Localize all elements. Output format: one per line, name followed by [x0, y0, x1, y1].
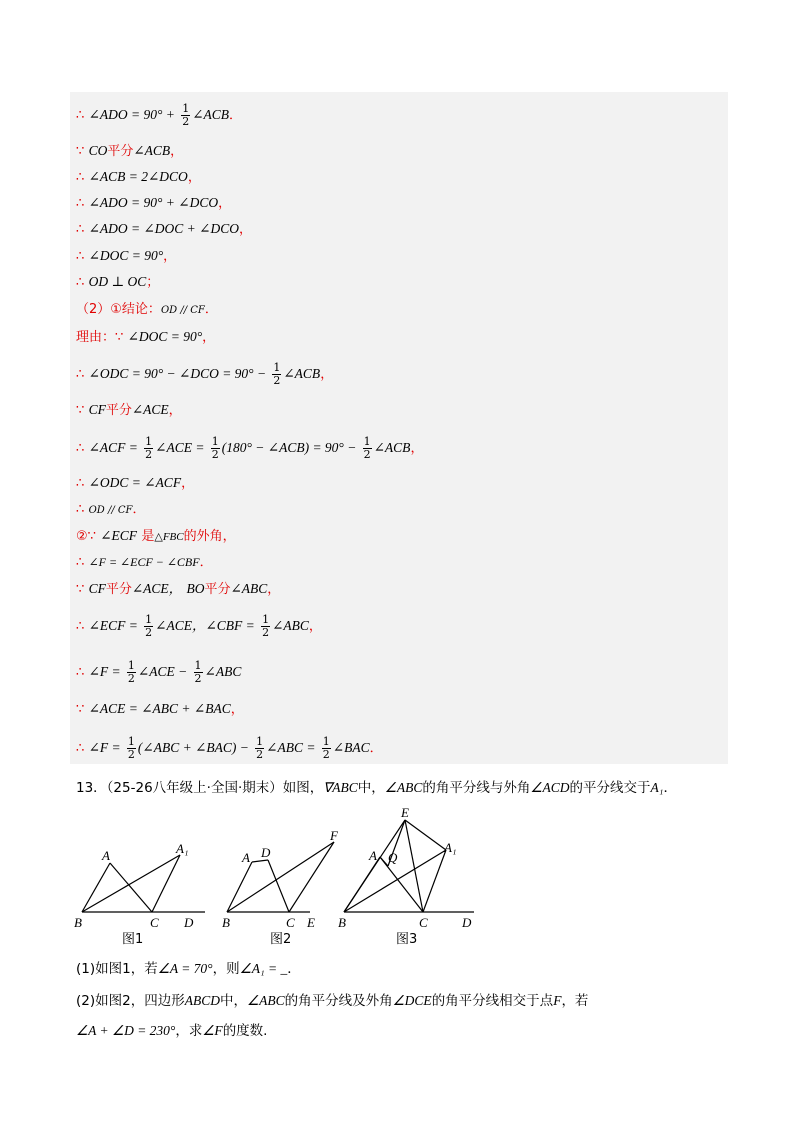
solution-line-11: ∵ CF平分∠ACE，: [76, 402, 182, 418]
solution-line-10: ∴ ∠ODC = 90° − ∠DCO = 90° − $\frac{1}{2}$ ∠ACB，: [76, 361, 334, 387]
fig3-label-A: A: [369, 848, 377, 863]
solution-line-5: ∴ ∠ADO = ∠DOC + ∠DCO，: [76, 221, 252, 237]
fig2-label-B: B: [222, 915, 230, 930]
fig3-label-A1: A₁: [444, 840, 457, 855]
fig3-label-Q: Q: [388, 850, 398, 865]
question-1: (1)如图1，若∠A = 70°，则∠A₁ = _．: [76, 961, 301, 977]
fig3-label-D: D: [462, 915, 472, 930]
fig3-caption: 图3: [396, 932, 418, 947]
solution-line-21: ∴ ∠F = $\frac{1}{2}$ (∠ABC + ∠BAC) − $\frac{1}{2}$ ∠ABC = $\frac{1}{2}$ ∠BAC．: [76, 735, 383, 761]
solution-line-16: ∴ ∠F = ∠ECF − ∠CBF．: [76, 555, 213, 570]
fig1-label-C: C: [150, 915, 159, 930]
solution-line-20: ∵ ∠ACE = ∠ABC + ∠BAC，: [76, 701, 244, 717]
fig2-label-D: D: [261, 845, 271, 860]
fig2-caption: 图2: [270, 932, 292, 947]
question-2-continued: ∠A + ∠D = 230°，求∠F的度数.: [76, 1023, 268, 1039]
figure-3: [344, 820, 474, 912]
fraction-half: $\frac{1}{2}$: [182, 102, 190, 128]
fig3-label-B: B: [338, 915, 346, 930]
solution-line-6: ∴ ∠DOC = 90°，: [76, 248, 177, 264]
solution-line-8: （2）①结论：OD // CF．: [76, 302, 218, 317]
fig2-label-A: A: [242, 850, 250, 865]
fig2-label-E: E: [307, 915, 315, 930]
fig1-label-D: D: [184, 915, 194, 930]
figure-1: [82, 855, 205, 912]
solution-line-19: ∴ ∠F = $\frac{1}{2}$ ∠ACE − $\frac{1}{2}$ ∠ABC: [76, 659, 242, 685]
fig3-label-E: E: [401, 805, 409, 820]
solution-line-1: ∴ ∠ADO = 90° + $\frac{1}{2}$ ∠ACB．: [76, 102, 243, 128]
solution-line-14: ∴ OD // CF．: [76, 502, 146, 517]
fig2-label-F: F: [330, 828, 338, 843]
solution-line-3: ∴ ∠ACB = 2∠DCO，: [76, 169, 201, 185]
solution-line-7: ∴ OD ⊥ OC；: [76, 274, 160, 290]
solution-line-12: ∴ ∠ACF = $\frac{1}{2}$ ∠ACE = $\frac{1}{2}$ (180° − ∠ACB) = 90° − $\frac{1}{2}$ ∠ACB，: [76, 435, 424, 461]
problem-13-intro: 13．（25-26八年级上·全国·期末）如图，∇ABC中，∠ABC的角平分线与外角∠ACD的平分线交于A₁．: [76, 780, 677, 796]
solution-line-9: 理由：∵ ∠DOC = 90°，: [76, 329, 216, 345]
fig2-label-C: C: [286, 915, 295, 930]
fig1-label-A1: A₁: [176, 841, 189, 856]
solution-line-17: ∵ CF平分∠ACE， BO平分∠ABC，: [76, 581, 281, 597]
solution-line-2: ∵ CO平分∠ACB，: [76, 143, 184, 159]
solution-line-13: ∴ ∠ODC = ∠ACF，: [76, 475, 195, 491]
fig1-label-A: A: [102, 848, 110, 863]
problem-figures: [70, 800, 490, 950]
solution-line-18: ∴ ∠ECF = $\frac{1}{2}$ ∠ACE，∠CBF = $\frac{1}{2}$ ∠ABC，: [76, 613, 322, 639]
therefore-symbol: ∴: [76, 108, 85, 123]
question-2: (2)如图2，四边形ABCD中，∠ABC的角平分线及外角∠DCE的角平分线相交于点F，若: [76, 993, 589, 1009]
fig1-label-B: B: [74, 915, 82, 930]
solution-line-4: ∴ ∠ADO = 90° + ∠DCO，: [76, 195, 232, 211]
solution-line-15: ②∵ ∠ECF 是△FBC的外角，: [76, 528, 236, 544]
fig1-caption: 图1: [122, 932, 144, 947]
fig3-label-C: C: [419, 915, 428, 930]
